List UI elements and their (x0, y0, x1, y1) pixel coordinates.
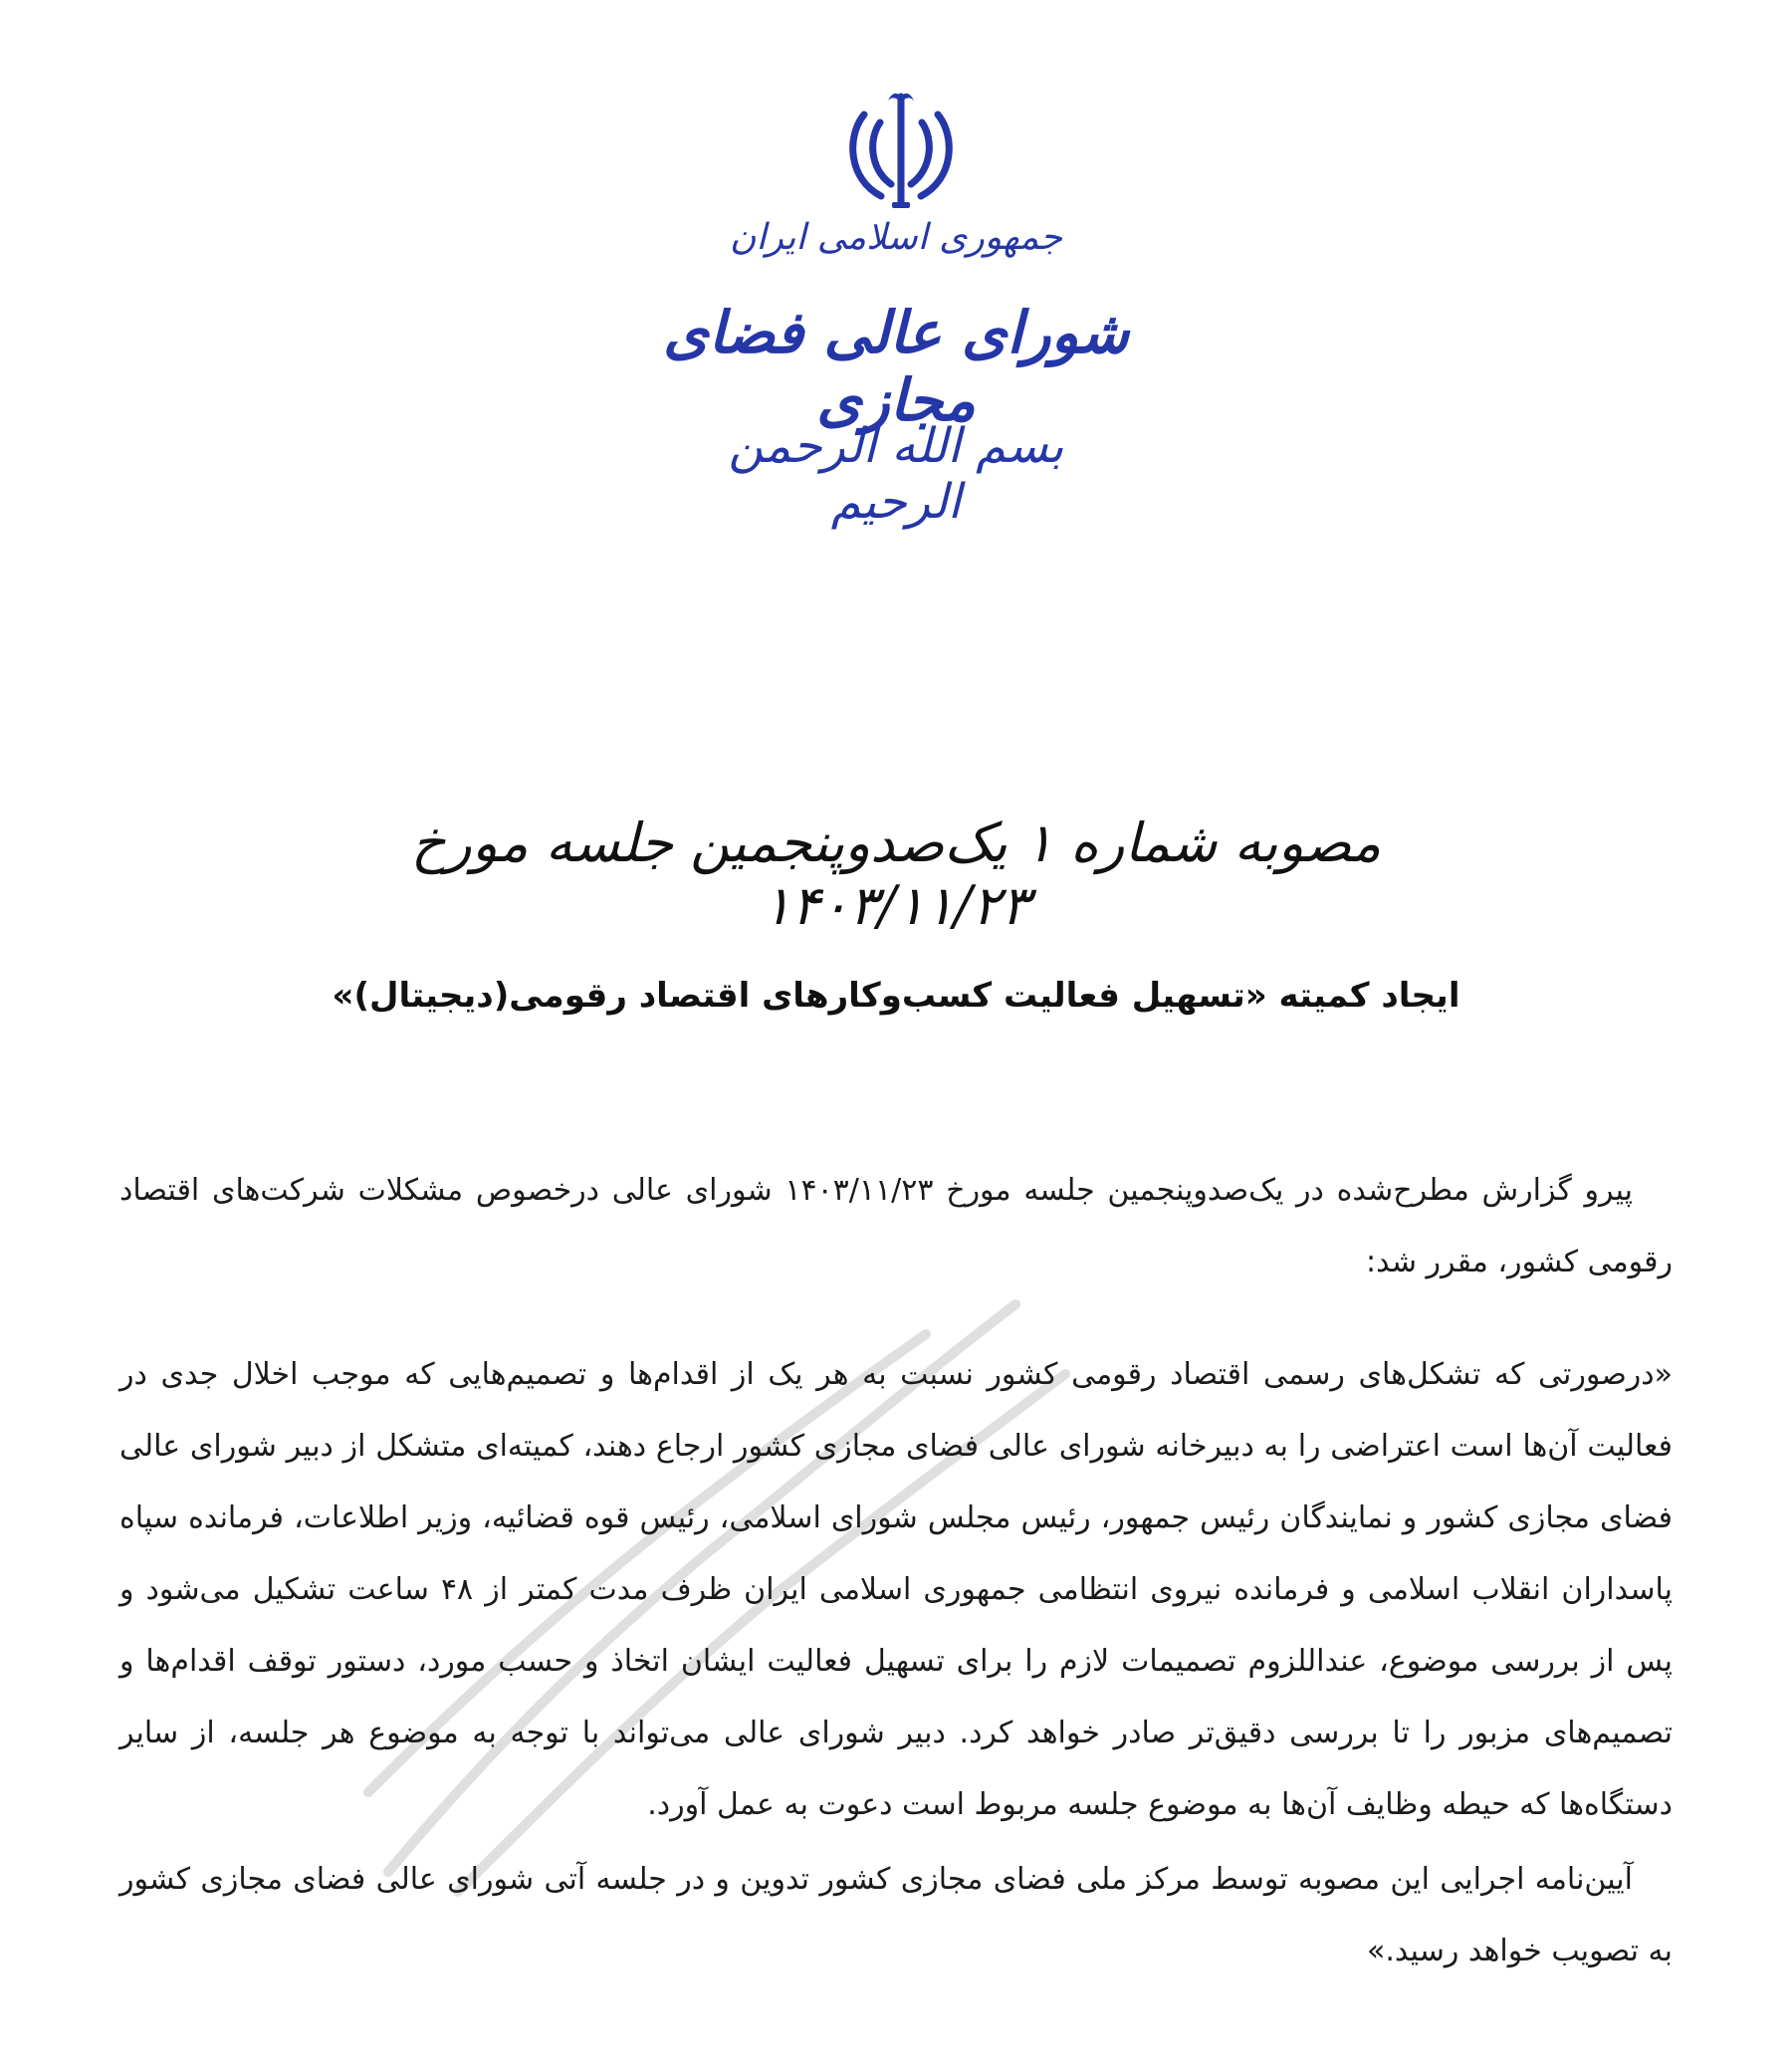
bylaw-paragraph: آیین‌نامه اجرایی این مصوبه توسط مرکز ملی فضای مجازی کشور تدوین و در جلسه آتی شورای عالی فضای مجازی کشور به تصویب خواهد رسید.» (119, 1862, 1673, 1968)
intro-paragraph: پیرو گزارش مطرح‌شده در یک‌صدوپنجمین جلسه مورخ ۱۴۰۳/۱۱/۲۳ شورای عالی درخصوص مشکلات شرکت‌های اقتصاد رقومی کشور، مقرر شد: (119, 1173, 1673, 1279)
country-name: جمهوری اسلامی ایران (730, 217, 1062, 258)
resolution-paragraph: «درصورتی که تشکل‌های رسمی اقتصاد رقومی کشور نسبت به هر یک از اقدام‌ها و تصمیم‌هایی که موجب اخلال جدی در فعالیت آن‌ها است اعتراضی را به دبیرخانه شورای عالی فضای مجازی کشور ارجاع دهند، کمیته‌ای متشکل از دبیر شورای عالی فضای مجازی کشور و نمایندگان رئیس جمهور، رئیس مجلس شورای اسلامی، رئیس قوه قضائیه، وزیر اطلاعات، فرمانده سپاه پاسداران انقلاب اسلامی و فرمانده نیروی انتظامی جمهوری اسلامی ایران ظرف مدت کمتر از ۴۸ ساعت تشکیل می‌شود و پس از بررسی موضوع، عنداللزوم تصمیمات لازم را برای تسهیل فعالیت ایشان اتخاذ و حسب مورد، دستور توقف اقدام‌ها و تصمیم‌های مزبور را تا بررسی دقیق‌تر صادر خواهد کرد. دبیر شورای عالی می‌تواند با توجه به موضوع هر جلسه، از سایر دستگاه‌ها که حیطه وظایف آن‌ها به موضوع جلسه مربوط است دعوت به عمل آورد. (119, 1357, 1673, 1822)
resolution-title: مصوبه شماره ۱ یک‌صدوپنجمین جلسه مورخ ۱۴۰۳/۱۱/۲۳ (410, 811, 1382, 937)
council-name: شورای عالی فضای مجازی (663, 299, 1129, 434)
resolution-subject: ایجاد کمیته «تسهیل فعالیت کسب‌وکارهای اقتصاد رقومی(دیجیتال)» (332, 976, 1460, 1016)
iran-emblem-icon (836, 85, 966, 214)
basmala: بسم الله الرحمن الرحیم (728, 418, 1064, 530)
